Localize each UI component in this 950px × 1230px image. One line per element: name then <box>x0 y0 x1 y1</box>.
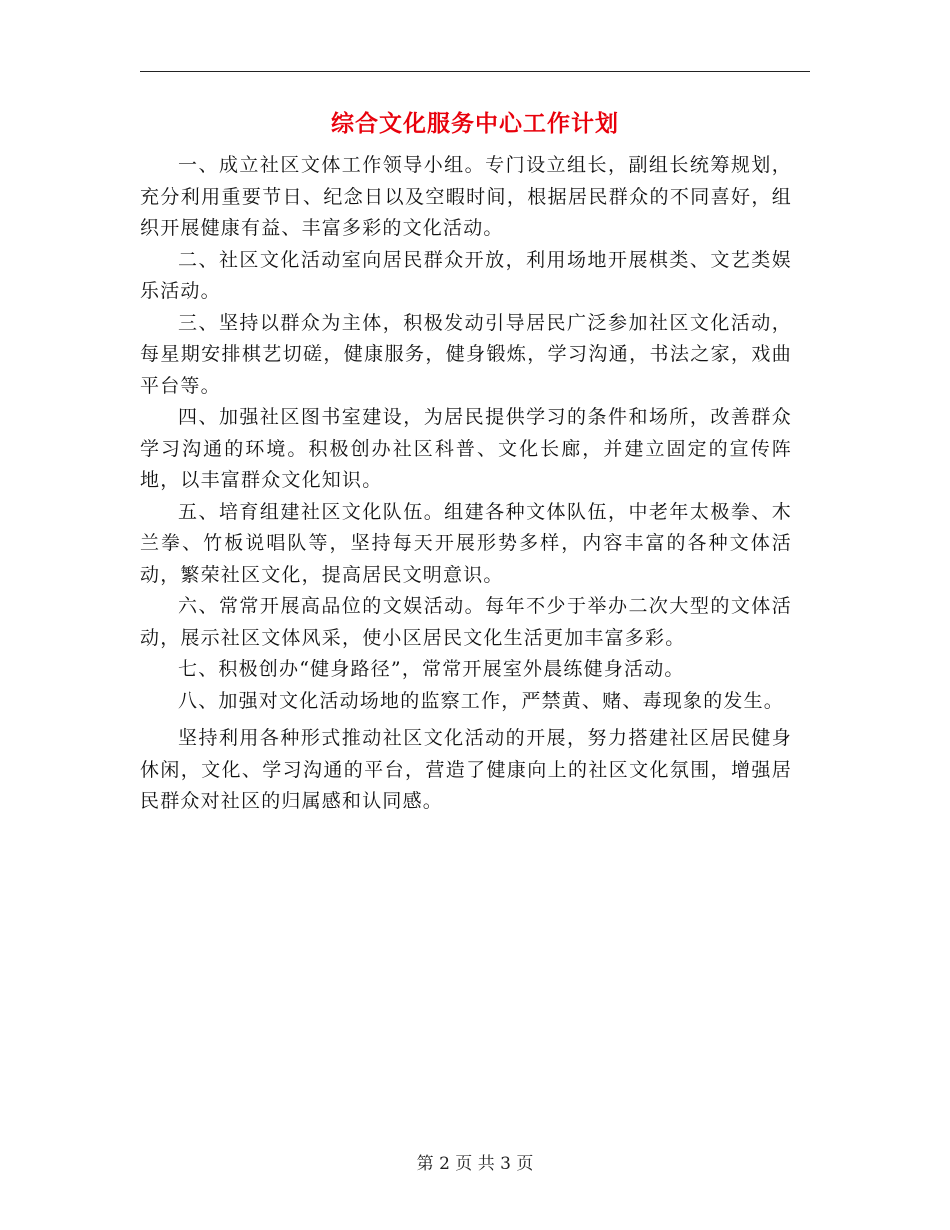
document-body <box>140 150 792 818</box>
paragraph-2: 二、社区文化活动室向居民群众开放，利用场地开展棋类、文艺类娱乐活动。 <box>140 248 792 302</box>
paragraph-conclusion: 坚持利用各种形式推动社区文化活动的开展，努力搭建社区居民健身休闲，文化、学习沟通的平台，营造了健康向上的社区文化氛围，增强居民群众对社区的归属感和认同感。 <box>140 727 792 812</box>
paragraph-5: 五、培育组建社区文化队伍。组建各种文体队伍，中老年太极拳、木兰拳、竹板说唱队等，坚持每天开展形势多样，内容丰富的各种文体活动，繁荣社区文化，提高居民文明意识。 <box>140 500 792 586</box>
page-number-footer: 第 2 页 共 3 页 <box>416 1154 534 1174</box>
paragraph-7: 七、积极创办“健身路径”，常常开展室外晨练健身活动。 <box>178 658 685 680</box>
paragraph-3: 三、坚持以群众为主体，积极发动引导居民广泛参加社区文化活动，每星期安排棋艺切磋，健康服务，健身锻炼，学习沟通，书法之家，戏曲平台等。 <box>140 311 792 397</box>
paragraph-8: 八、加强对文化活动场地的监察工作，严禁黄、赌、毒现象的发生。 <box>178 689 785 712</box>
paragraph-1: 一、成立社区文体工作领导小组。专门设立组长，副组长统筹规划，充分利用重要节日、纪念日以及空暇时间，根据居民群众的不同喜好，组织开展健康有益、丰富多彩的文化活动。 <box>140 154 792 239</box>
paragraph-4: 四、加强社区图书室建设，为居民提供学习的条件和场所，改善群众学习沟通的环境。积极创办社区科普、文化长廊，并建立固定的宣传阵地，以丰富群众文化知识。 <box>140 406 792 491</box>
header-rule <box>140 71 810 72</box>
paragraph-6: 六、常常开展高品位的文娱活动。每年不少于举办二次大型的文体活动，展示社区文体风采，使小区居民文化生活更加丰富多彩。 <box>140 595 792 649</box>
document-title: 综合文化服务中心工作计划 <box>331 110 619 137</box>
